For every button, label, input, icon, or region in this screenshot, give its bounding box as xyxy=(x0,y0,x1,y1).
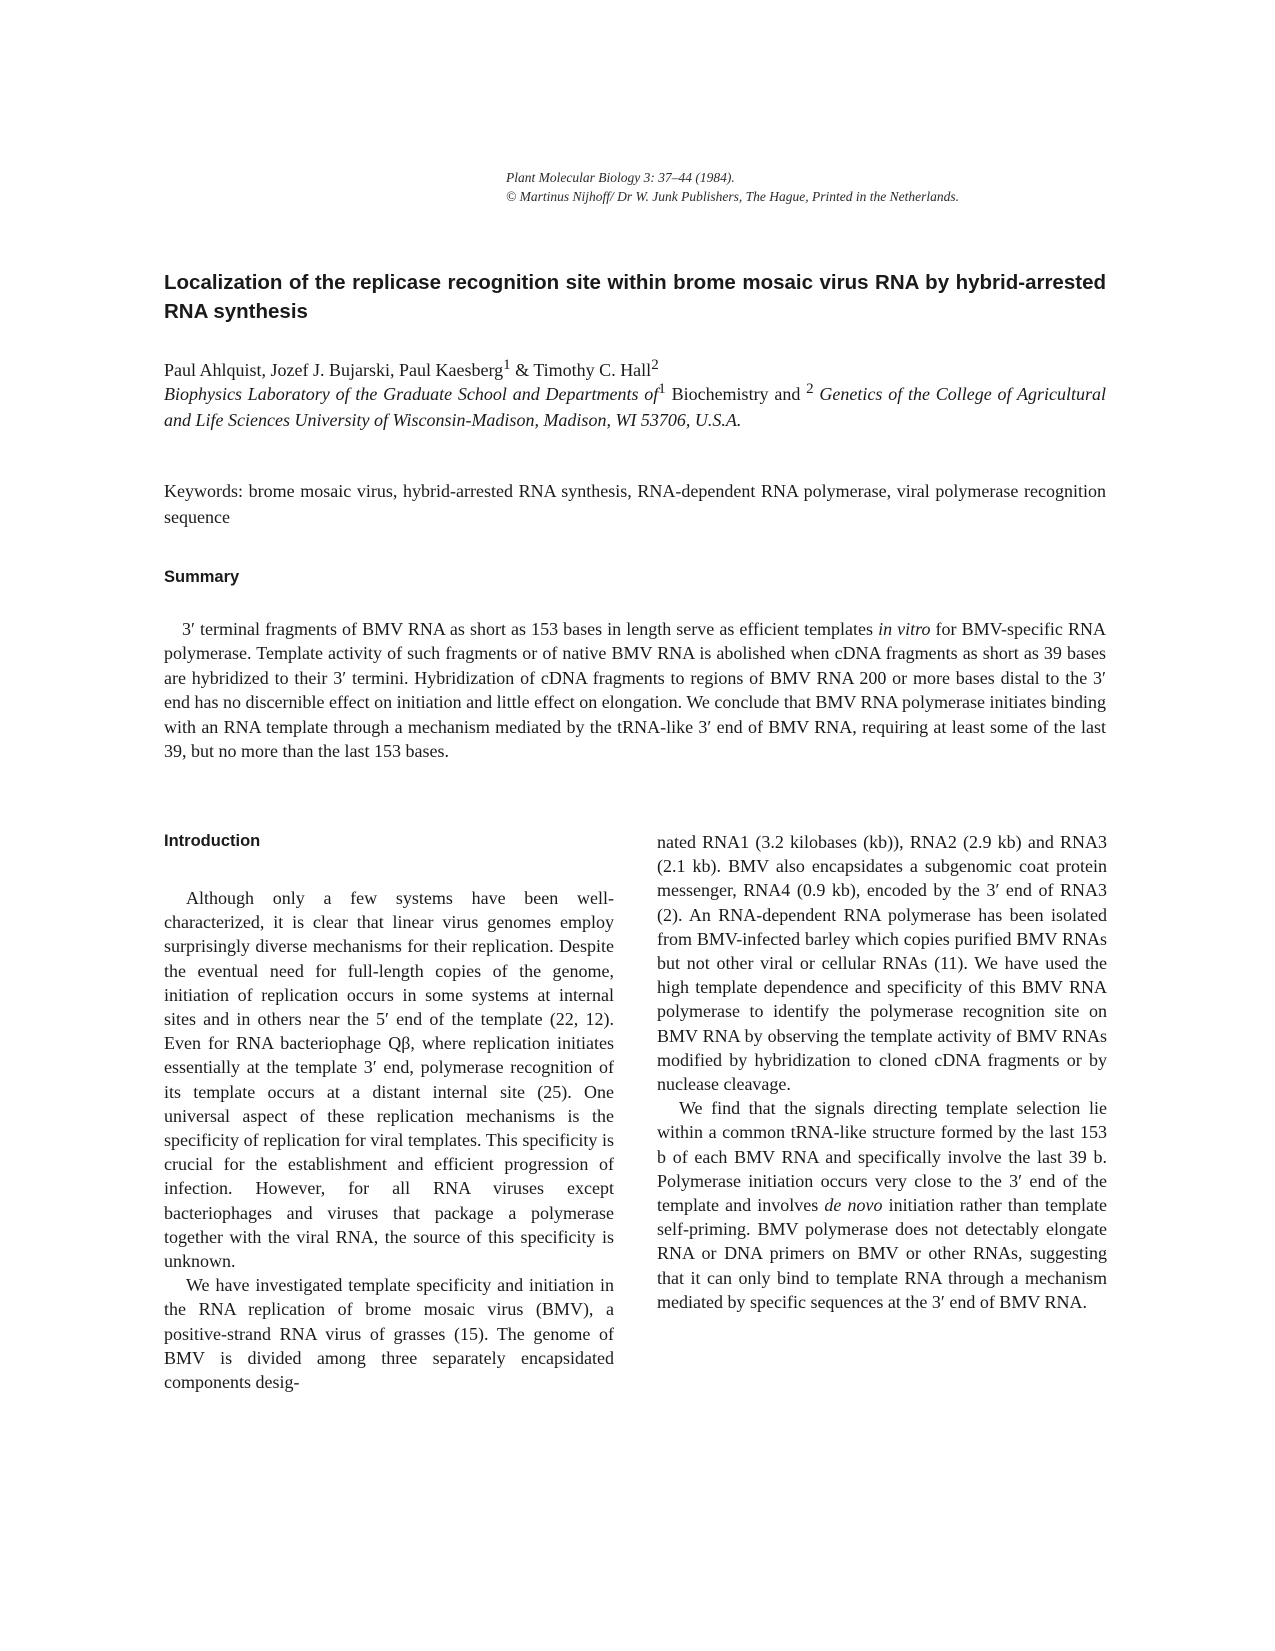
affiliation xyxy=(164,376,1106,433)
authors-part-1: Paul Ahlquist, Jozef J. Bujarski, Paul Kaesberg xyxy=(164,360,504,380)
journal-publisher: © Martinus Nijhoff/ Dr W. Junk Publishers, The Hague, Printed in the Netherlands. xyxy=(506,189,959,204)
journal-citation: Plant Molecular Biology 3: 37–44 (1984). xyxy=(506,170,735,185)
summary-italic: in vitro xyxy=(878,619,931,639)
journal-header xyxy=(506,168,1106,206)
intro-paragraph-4-part-2: initiation rather than template self-priming. BMV polymerase does not detectably elongate RNA or DNA primers on BMV or other RNAs, suggesting that it can only bind to template RNA through a mechanism mediated by specific sequences at the 3′ end of BMV RNA. xyxy=(657,1195,1107,1312)
right-column xyxy=(657,830,1107,1314)
intro-paragraph-1: Although only a few systems have been well-characterized, it is clear that linear virus genomes employ surprisingly diverse mechanisms for their replication. Despite the eventual need for full-length copies of the genome, initiation of replication occurs in some systems at internal sites and in others near the 5′ end of the template (22, 12). Even for RNA bacteriophage Qβ, where replication initiates essentially at the template 3′ end, polymerase recognition of its template occurs at a distant internal site (25). One universal aspect of these replication mechanisms is the specificity of replication for viral templates. This specificity is crucial for the establishment and efficient progression of infection. However, for all RNA viruses except bacteriophages and viruses that package a polymerase together with the viral RNA, the source of this specificity is unknown. xyxy=(164,888,614,1272)
intro-paragraph-2: We have investigated template specificity and initiation in the RNA replication of brome mosaic virus (BMV), a positive-strand RNA virus of grasses (15). The genome of BMV is divided among three separately encapsidated components desig- xyxy=(164,1275,614,1393)
author-affil-mark-2: 2 xyxy=(651,357,659,373)
authors-part-2: & Timothy C. Hall xyxy=(510,360,652,380)
summary-part-1: 3′ terminal fragments of BMV RNA as short as 153 bases in length serve as efficient templates xyxy=(182,619,879,639)
summary-part-2: for BMV-specific RNA polymerase. Template activity of such fragments or of native BMV RNA is abolished when cDNA fragments as short as 39 bases are hybridized to their 3′ termini. Hybridization of cDNA fragments to regions of BMV RNA 200 or more bases distal to the 3′ end has no discernible effect on initiation and little effect on elongation. We conclude that BMV RNA polymerase initiates binding with an RNA template through a mechanism mediated by the tRNA-like 3′ end of BMV RNA, requiring at least some of the last 39, but no more than the last 153 bases. xyxy=(164,619,1107,762)
introduction-heading: Introduction xyxy=(164,832,261,850)
affiliation-mark-1: 1 xyxy=(658,381,666,397)
affiliation-mark-2: 2 xyxy=(806,381,814,397)
affiliation-part-3: Genetics of the College of Agricultural and Life Sciences University of Wisconsin-Madison, Madison, WI 53706, U.S.A. xyxy=(164,384,1107,430)
summary-heading: Summary xyxy=(164,568,240,586)
keywords: Keywords: brome mosaic virus, hybrid-arrested RNA synthesis, RNA-dependent RNA polymerase, viral polymerase recognition sequence xyxy=(164,481,1106,527)
left-column xyxy=(164,830,614,1394)
intro-paragraph-3: nated RNA1 (3.2 kilobases (kb)), RNA2 (2.9 kb) and RNA3 (2.1 kb). BMV also encapsidates a subgenomic coat protein messenger, RNA4 (0.9 kb), encoded by the 3′ end of RNA3 (2). An RNA-dependent RNA polymerase has been isolated from BMV-infected barley which copies purified BMV RNAs but not other viral or cellular RNAs (11). We have used the high template dependence and specificity of this BMV RNA polymerase to identify the polymerase recognition site on BMV RNA by observing the template activity of BMV RNAs modified by hybridization to cloned cDNA fragments or by nuclease cleavage. xyxy=(657,832,1107,1095)
intro-paragraph-4-italic: de novo xyxy=(824,1195,883,1216)
affiliation-part-1: Biophysics Laboratory of the Graduate School and Departments of xyxy=(164,384,659,404)
intro-paragraph-4 xyxy=(657,1096,1107,1314)
author-affil-mark-1: 1 xyxy=(503,357,511,373)
article-title: Localization of the replicase recognition site within brome mosaic virus RNA by hybrid-arrested RNA synthesis xyxy=(164,271,1106,323)
summary-text xyxy=(164,617,1106,763)
intro-paragraph-4-part-1: We find that the signals directing template selection lie within a common tRNA-like structure formed by the last 153 b of each BMV RNA and specifically involve the last 39 b. Polymerase initiation occurs very close to the 3′ end of the template and involves xyxy=(657,1098,1107,1216)
affiliation-part-2: Biochemistry and xyxy=(665,384,807,404)
